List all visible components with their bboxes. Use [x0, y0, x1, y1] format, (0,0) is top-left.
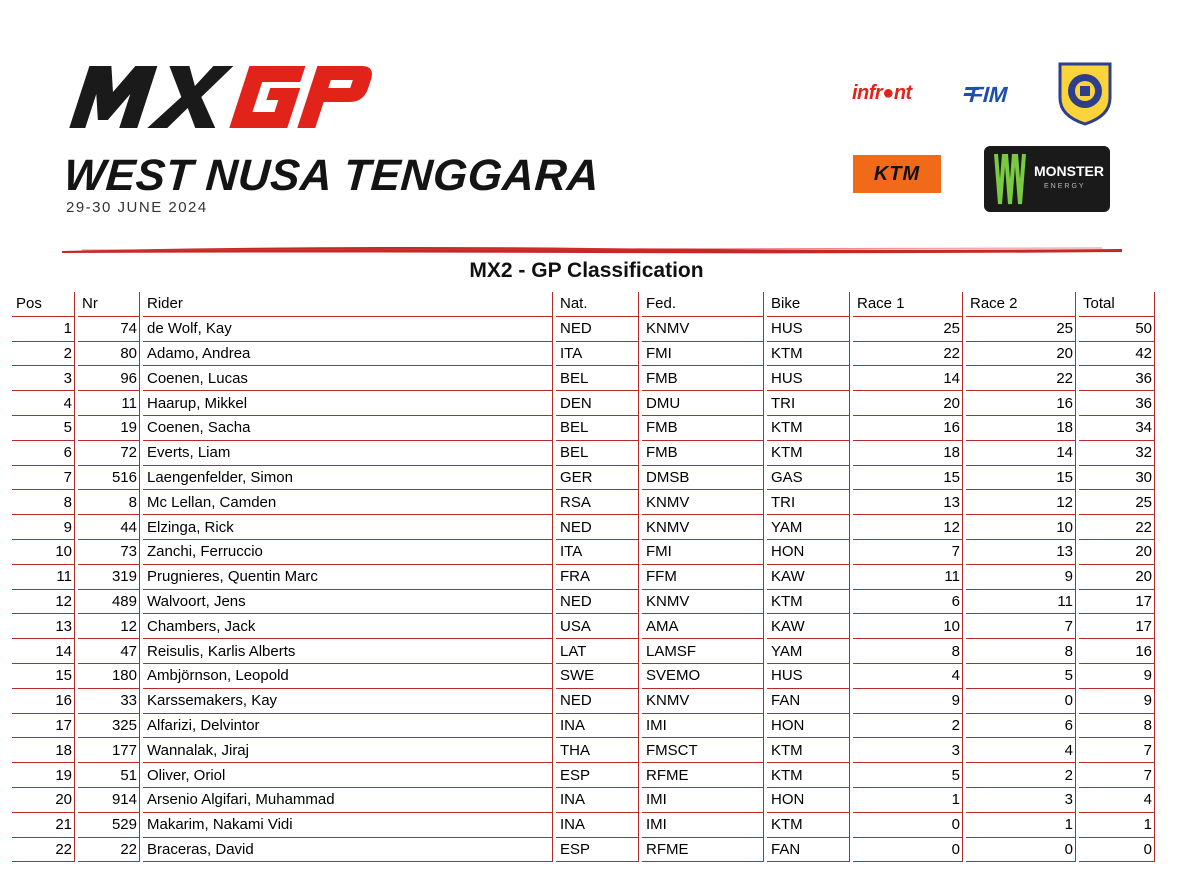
- col-header-nr: Nr: [78, 292, 140, 317]
- cell-rider: Prugnieres, Quentin Marc: [143, 565, 553, 590]
- cell-bike: KTM: [767, 738, 850, 763]
- cell-race2: 6: [966, 714, 1076, 739]
- cell-nr: 22: [78, 838, 140, 863]
- cell-rider: Adamo, Andrea: [143, 342, 553, 367]
- cell-total: 36: [1079, 366, 1155, 391]
- cell-total: 34: [1079, 416, 1155, 441]
- table-row: [12, 342, 1155, 367]
- cell-nat: FRA: [556, 565, 639, 590]
- cell-nr: 489: [78, 590, 140, 615]
- table-row: [12, 590, 1155, 615]
- cell-race1: 7: [853, 540, 963, 565]
- table-row: [12, 490, 1155, 515]
- cell-rider: Mc Lellan, Camden: [143, 490, 553, 515]
- cell-nat: INA: [556, 788, 639, 813]
- cell-nat: INA: [556, 813, 639, 838]
- cell-nr: 8: [78, 490, 140, 515]
- cell-nat: NED: [556, 515, 639, 540]
- cell-bike: KTM: [767, 342, 850, 367]
- col-header-total: Total: [1079, 292, 1155, 317]
- cell-race1: 8: [853, 639, 963, 664]
- cell-fed: KNMV: [642, 590, 764, 615]
- cell-race1: 25: [853, 317, 963, 342]
- cell-bike: FAN: [767, 689, 850, 714]
- imi-seal-logo: [1056, 60, 1114, 126]
- cell-fed: RFME: [642, 763, 764, 788]
- cell-pos: 16: [12, 689, 75, 714]
- table-row: [12, 441, 1155, 466]
- cell-race1: 11: [853, 565, 963, 590]
- event-dates: 29-30 JUNE 2024: [66, 199, 208, 216]
- monster-energy-logo: [984, 146, 1110, 212]
- cell-fed: IMI: [642, 813, 764, 838]
- cell-fed: AMA: [642, 614, 764, 639]
- cell-race1: 22: [853, 342, 963, 367]
- cell-bike: KTM: [767, 763, 850, 788]
- cell-bike: HON: [767, 540, 850, 565]
- cell-pos: 14: [12, 639, 75, 664]
- cell-race2: 18: [966, 416, 1076, 441]
- cell-nat: ITA: [556, 540, 639, 565]
- cell-total: 20: [1079, 540, 1155, 565]
- cell-race1: 15: [853, 466, 963, 491]
- cell-total: 50: [1079, 317, 1155, 342]
- cell-rider: Wannalak, Jiraj: [143, 738, 553, 763]
- cell-nr: 33: [78, 689, 140, 714]
- cell-race2: 14: [966, 441, 1076, 466]
- cell-race1: 9: [853, 689, 963, 714]
- cell-nr: 73: [78, 540, 140, 565]
- cell-pos: 13: [12, 614, 75, 639]
- table-row: [12, 515, 1155, 540]
- cell-bike: HON: [767, 714, 850, 739]
- cell-total: 32: [1079, 441, 1155, 466]
- cell-nr: 80: [78, 342, 140, 367]
- cell-nat: BEL: [556, 366, 639, 391]
- cell-nr: 19: [78, 416, 140, 441]
- cell-fed: KNMV: [642, 490, 764, 515]
- cell-race1: 18: [853, 441, 963, 466]
- cell-nr: 12: [78, 614, 140, 639]
- cell-nat: BEL: [556, 416, 639, 441]
- cell-nr: 72: [78, 441, 140, 466]
- page-header: [0, 0, 1200, 262]
- table-row: [12, 838, 1155, 863]
- cell-nr: 177: [78, 738, 140, 763]
- cell-rider: Alfarizi, Delvintor: [143, 714, 553, 739]
- cell-total: 16: [1079, 639, 1155, 664]
- svg-text:ENERGY: ENERGY: [1044, 183, 1086, 190]
- cell-race1: 3: [853, 738, 963, 763]
- cell-race2: 25: [966, 317, 1076, 342]
- cell-rider: Laengenfelder, Simon: [143, 466, 553, 491]
- cell-nat: USA: [556, 614, 639, 639]
- cell-bike: KTM: [767, 416, 850, 441]
- cell-rider: Reisulis, Karlis Alberts: [143, 639, 553, 664]
- svg-text:FIM: FIM: [966, 82, 1011, 107]
- cell-race2: 13: [966, 540, 1076, 565]
- cell-nat: NED: [556, 590, 639, 615]
- mxgp-logo: [64, 58, 374, 136]
- cell-total: 7: [1079, 738, 1155, 763]
- page-title: MX2 - GP Classification: [469, 259, 704, 282]
- table-row: [12, 466, 1155, 491]
- cell-fed: FMI: [642, 540, 764, 565]
- table-row: [12, 540, 1155, 565]
- cell-nr: 325: [78, 714, 140, 739]
- cell-pos: 3: [12, 366, 75, 391]
- cell-rider: Everts, Liam: [143, 441, 553, 466]
- cell-rider: Elzinga, Rick: [143, 515, 553, 540]
- cell-fed: IMI: [642, 714, 764, 739]
- cell-rider: Braceras, David: [143, 838, 553, 863]
- cell-race2: 0: [966, 838, 1076, 863]
- cell-race2: 8: [966, 639, 1076, 664]
- cell-total: 8: [1079, 714, 1155, 739]
- cell-race1: 4: [853, 664, 963, 689]
- table-row: [12, 664, 1155, 689]
- cell-pos: 12: [12, 590, 75, 615]
- cell-race1: 20: [853, 391, 963, 416]
- cell-race2: 12: [966, 490, 1076, 515]
- cell-pos: 1: [12, 317, 75, 342]
- cell-race1: 0: [853, 813, 963, 838]
- cell-pos: 15: [12, 664, 75, 689]
- cell-pos: 10: [12, 540, 75, 565]
- cell-nat: ESP: [556, 838, 639, 863]
- cell-total: 4: [1079, 788, 1155, 813]
- cell-race2: 20: [966, 342, 1076, 367]
- cell-bike: HUS: [767, 366, 850, 391]
- table-row: [12, 763, 1155, 788]
- cell-pos: 19: [12, 763, 75, 788]
- cell-nat: LAT: [556, 639, 639, 664]
- cell-total: 7: [1079, 763, 1155, 788]
- table-row: [12, 416, 1155, 441]
- cell-pos: 20: [12, 788, 75, 813]
- cell-race1: 0: [853, 838, 963, 863]
- cell-nat: RSA: [556, 490, 639, 515]
- cell-race1: 5: [853, 763, 963, 788]
- cell-bike: HON: [767, 788, 850, 813]
- cell-fed: LAMSF: [642, 639, 764, 664]
- cell-bike: KAW: [767, 565, 850, 590]
- cell-bike: KTM: [767, 441, 850, 466]
- cell-total: 42: [1079, 342, 1155, 367]
- cell-total: 0: [1079, 838, 1155, 863]
- cell-pos: 6: [12, 441, 75, 466]
- cell-rider: Walvoort, Jens: [143, 590, 553, 615]
- cell-nat: BEL: [556, 441, 639, 466]
- table-row: [12, 689, 1155, 714]
- cell-rider: Coenen, Sacha: [143, 416, 553, 441]
- cell-nat: NED: [556, 317, 639, 342]
- fim-logo: [960, 78, 1018, 108]
- cell-fed: KNMV: [642, 689, 764, 714]
- cell-total: 22: [1079, 515, 1155, 540]
- cell-race2: 5: [966, 664, 1076, 689]
- cell-fed: KNMV: [642, 317, 764, 342]
- col-header-race2: Race 2: [966, 292, 1076, 317]
- cell-bike: GAS: [767, 466, 850, 491]
- cell-fed: KNMV: [642, 515, 764, 540]
- cell-total: 9: [1079, 664, 1155, 689]
- cell-bike: KTM: [767, 813, 850, 838]
- cell-rider: Chambers, Jack: [143, 614, 553, 639]
- cell-rider: Ambjörnson, Leopold: [143, 664, 553, 689]
- cell-nat: ESP: [556, 763, 639, 788]
- cell-race2: 11: [966, 590, 1076, 615]
- cell-total: 36: [1079, 391, 1155, 416]
- cell-fed: FMB: [642, 366, 764, 391]
- table-row: [12, 391, 1155, 416]
- cell-nr: 47: [78, 639, 140, 664]
- cell-pos: 17: [12, 714, 75, 739]
- cell-nr: 44: [78, 515, 140, 540]
- cell-nr: 74: [78, 317, 140, 342]
- table-row: [12, 614, 1155, 639]
- cell-total: 9: [1079, 689, 1155, 714]
- col-header-pos: Pos: [12, 292, 75, 317]
- table-row: [12, 738, 1155, 763]
- cell-rider: Arsenio Algifari, Muhammad: [143, 788, 553, 813]
- cell-pos: 7: [12, 466, 75, 491]
- cell-nr: 51: [78, 763, 140, 788]
- cell-pos: 4: [12, 391, 75, 416]
- cell-nat: NED: [556, 689, 639, 714]
- cell-race1: 14: [853, 366, 963, 391]
- cell-total: 20: [1079, 565, 1155, 590]
- cell-pos: 9: [12, 515, 75, 540]
- cell-bike: HUS: [767, 317, 850, 342]
- cell-rider: de Wolf, Kay: [143, 317, 553, 342]
- cell-total: 25: [1079, 490, 1155, 515]
- cell-bike: HUS: [767, 664, 850, 689]
- cell-race1: 1: [853, 788, 963, 813]
- cell-total: 1: [1079, 813, 1155, 838]
- cell-race1: 2: [853, 714, 963, 739]
- cell-nat: SWE: [556, 664, 639, 689]
- infront-logo: infr●nt: [852, 82, 912, 104]
- cell-fed: FMI: [642, 342, 764, 367]
- cell-rider: Zanchi, Ferruccio: [143, 540, 553, 565]
- cell-bike: YAM: [767, 639, 850, 664]
- col-header-rider: Rider: [143, 292, 553, 317]
- cell-pos: 8: [12, 490, 75, 515]
- cell-race1: 16: [853, 416, 963, 441]
- cell-total: 17: [1079, 590, 1155, 615]
- cell-nat: THA: [556, 738, 639, 763]
- cell-race1: 10: [853, 614, 963, 639]
- cell-fed: FMSCT: [642, 738, 764, 763]
- cell-race1: 12: [853, 515, 963, 540]
- cell-race2: 3: [966, 788, 1076, 813]
- ktm-logo: KTM: [853, 155, 941, 193]
- cell-race2: 10: [966, 515, 1076, 540]
- svg-text:MONSTER: MONSTER: [1034, 163, 1104, 179]
- red-brush-divider: [62, 243, 1124, 257]
- cell-race2: 16: [966, 391, 1076, 416]
- cell-pos: 21: [12, 813, 75, 838]
- cell-fed: IMI: [642, 788, 764, 813]
- cell-fed: SVEMO: [642, 664, 764, 689]
- cell-fed: FMB: [642, 416, 764, 441]
- table-row: [12, 565, 1155, 590]
- cell-pos: 18: [12, 738, 75, 763]
- cell-race2: 2: [966, 763, 1076, 788]
- cell-nat: ITA: [556, 342, 639, 367]
- cell-nr: 516: [78, 466, 140, 491]
- cell-fed: DMU: [642, 391, 764, 416]
- cell-rider: Haarup, Mikkel: [143, 391, 553, 416]
- cell-race2: 4: [966, 738, 1076, 763]
- cell-nr: 529: [78, 813, 140, 838]
- table-row: [12, 813, 1155, 838]
- cell-rider: Oliver, Oriol: [143, 763, 553, 788]
- cell-nat: INA: [556, 714, 639, 739]
- table-row: [12, 366, 1155, 391]
- cell-bike: KTM: [767, 590, 850, 615]
- cell-fed: RFME: [642, 838, 764, 863]
- cell-nr: 11: [78, 391, 140, 416]
- cell-race2: 1: [966, 813, 1076, 838]
- cell-bike: TRI: [767, 391, 850, 416]
- cell-fed: FFM: [642, 565, 764, 590]
- cell-pos: 5: [12, 416, 75, 441]
- col-header-race1: Race 1: [853, 292, 963, 317]
- cell-fed: FMB: [642, 441, 764, 466]
- cell-rider: Coenen, Lucas: [143, 366, 553, 391]
- cell-bike: YAM: [767, 515, 850, 540]
- table-row: [12, 317, 1155, 342]
- cell-rider: Makarim, Nakami Vidi: [143, 813, 553, 838]
- cell-race2: 0: [966, 689, 1076, 714]
- cell-race1: 13: [853, 490, 963, 515]
- cell-nr: 319: [78, 565, 140, 590]
- table-row: [12, 714, 1155, 739]
- cell-bike: TRI: [767, 490, 850, 515]
- cell-nr: 914: [78, 788, 140, 813]
- cell-total: 30: [1079, 466, 1155, 491]
- col-header-bike: Bike: [767, 292, 850, 317]
- cell-pos: 22: [12, 838, 75, 863]
- cell-fed: DMSB: [642, 466, 764, 491]
- table-row: [12, 639, 1155, 664]
- col-header-nat: Nat.: [556, 292, 639, 317]
- cell-pos: 11: [12, 565, 75, 590]
- cell-pos: 2: [12, 342, 75, 367]
- table-header-row: [12, 292, 1155, 317]
- cell-race2: 7: [966, 614, 1076, 639]
- cell-total: 17: [1079, 614, 1155, 639]
- cell-nr: 96: [78, 366, 140, 391]
- classification-table: [12, 292, 1155, 862]
- cell-bike: FAN: [767, 838, 850, 863]
- cell-nr: 180: [78, 664, 140, 689]
- cell-race1: 6: [853, 590, 963, 615]
- col-header-fed: Fed.: [642, 292, 764, 317]
- event-name: WEST NUSA TENGGARA: [62, 151, 602, 200]
- cell-race2: 22: [966, 366, 1076, 391]
- cell-race2: 9: [966, 565, 1076, 590]
- cell-bike: KAW: [767, 614, 850, 639]
- cell-nat: GER: [556, 466, 639, 491]
- cell-nat: DEN: [556, 391, 639, 416]
- table-row: [12, 788, 1155, 813]
- cell-race2: 15: [966, 466, 1076, 491]
- cell-rider: Karssemakers, Kay: [143, 689, 553, 714]
